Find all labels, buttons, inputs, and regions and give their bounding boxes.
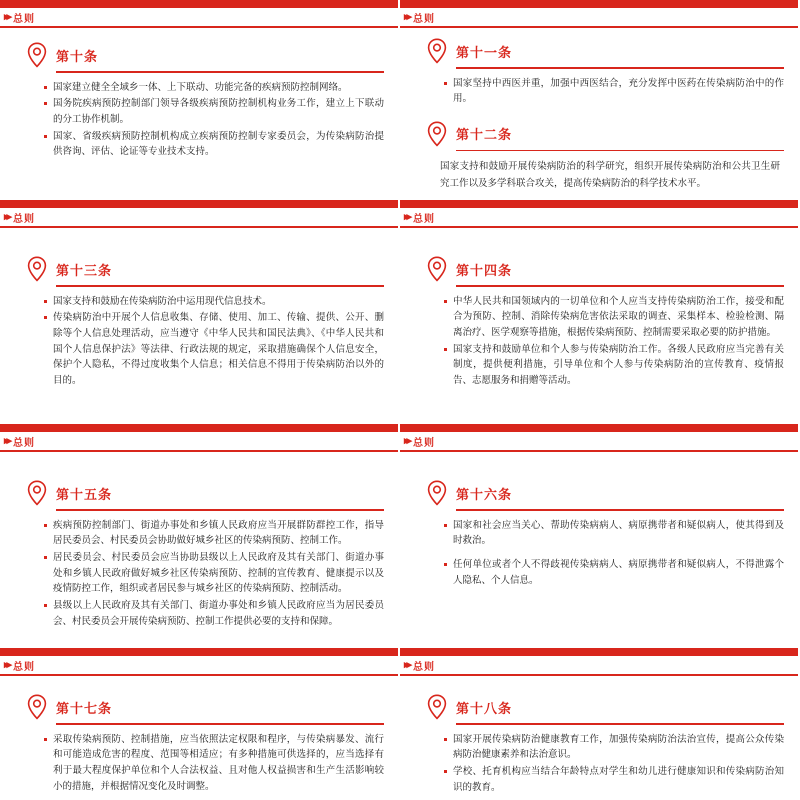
article-title: 第十八条 <box>456 700 513 716</box>
list-item: 居民委员会、村民委员会应当协助县级以上人民政府及其有关部门、街道办事处和乡镇人民政府做好城乡社区传染病预防、控制的宣传教育、健康提示以及疫情防控工作，组织或者居民参与城乡社区的传染病预防、控制活动。 <box>44 550 384 597</box>
article-paragraph: 国家支持和鼓励开展传染病防治的科学研究，组织开展传染病防治和公共卫生研究工作以及多学科联合攻关，提高传染病防治的科学技术水平。 <box>440 161 780 189</box>
article-item-list <box>414 518 784 589</box>
slide-3 <box>0 200 400 424</box>
slide-body <box>0 456 398 646</box>
slide-top-bar <box>0 0 398 8</box>
slide-8 <box>400 648 800 800</box>
article-item-list <box>414 732 784 796</box>
slide-top-bar <box>0 424 398 432</box>
header-divider <box>0 450 398 452</box>
location-pin-icon <box>426 38 448 64</box>
list-item: 县级以上人民政府及其有关部门、街道办事处和乡镇人民政府应当为居民委员会、村民委员会开展传染病预防、控制工作提供必要的支持和保障。 <box>44 598 384 629</box>
location-pin-icon <box>26 480 48 506</box>
article <box>14 42 384 160</box>
article-header <box>426 694 784 720</box>
article-header <box>26 256 384 282</box>
slide-5 <box>0 424 400 648</box>
location-pin-icon <box>26 42 48 68</box>
article <box>414 694 784 795</box>
header-label: 总则 <box>413 214 436 225</box>
article-title: 第十五条 <box>56 486 113 502</box>
article <box>414 121 784 193</box>
slide-header <box>0 210 35 225</box>
article-divider <box>56 509 384 511</box>
slide-body <box>0 680 398 798</box>
article-divider <box>56 723 384 725</box>
article <box>414 480 784 588</box>
header-label: 总则 <box>13 662 36 673</box>
list-item: 传染病防治中开展个人信息收集、存储、使用、加工、传输、提供、公开、删除等个人信息处理活动，应当遵守《中华人民共和国民法典》、《中华人民共和国个人信息保护法》等法律、行政法规的规定，采取措施确保个人信息安全，保护个人隐私，不得过度收集个人信息；相关信息不得用于传染病防治以外的目的。 <box>44 310 384 388</box>
slide-top-bar <box>0 200 398 208</box>
slide-1 <box>0 0 400 200</box>
article-item-list <box>14 294 384 389</box>
slide-body <box>400 680 798 798</box>
double-chevron-right-icon: ▸▸ <box>4 435 10 447</box>
location-pin-icon <box>426 480 448 506</box>
double-chevron-right-icon: ▸▸ <box>4 659 10 671</box>
list-item: 国家建立健全全域乡一体、上下联动、功能完备的疾病预防控制网络。 <box>44 80 384 96</box>
list-item: 国家和社会应当关心、帮助传染病病人、病原携带者和疑似病人，使其得到及时救治。 <box>444 518 784 549</box>
list-item: 中华人民共和国领域内的一切单位和个人应当支持传染病防治工作，接受和配合为预防、控制、消除传染病危害依法采取的调查、采集样本、检验检测、隔离治疗、医学观察等措施，根据传染病预防、控制需要采取必要的防护措施。 <box>444 294 784 341</box>
slide-body <box>400 456 798 646</box>
article-title: 第十三条 <box>56 262 113 278</box>
double-chevron-right-icon: ▸▸ <box>404 211 410 223</box>
header-divider <box>0 674 398 676</box>
slide-top-bar <box>400 200 798 208</box>
article-header <box>426 480 784 506</box>
list-item: 国家支持和鼓励单位和个人参与传染病防治工作。各级人民政府应当完善有关制度，提供便利措施，引导单位和个人参与传染病防治的宣传教育、疫情报告、志愿服务和捐赠等活动。 <box>444 342 784 389</box>
article <box>414 38 784 107</box>
slide-header <box>0 434 35 449</box>
slide-top-bar <box>0 648 398 656</box>
slide-body <box>400 32 798 198</box>
slide-2 <box>400 0 800 200</box>
article-header <box>26 480 384 506</box>
double-chevron-right-icon: ▸▸ <box>404 659 410 671</box>
slide-4 <box>400 200 800 424</box>
slide-body <box>400 232 798 422</box>
article-header <box>26 694 384 720</box>
list-item: 国家开展传染病防治健康教育工作，加强传染病防治法治宣传，提高公众传染病防治健康素养和法治意识。 <box>444 732 784 763</box>
slide-header <box>0 10 35 25</box>
header-label: 总则 <box>413 14 436 25</box>
article-item-list <box>414 294 784 389</box>
slide-body <box>0 32 398 198</box>
article-item-list <box>14 518 384 630</box>
slide-top-bar <box>400 424 798 432</box>
article-title: 第十四条 <box>456 262 513 278</box>
double-chevron-right-icon: ▸▸ <box>4 211 10 223</box>
location-pin-icon <box>426 694 448 720</box>
header-divider <box>0 226 398 228</box>
header-divider <box>400 226 798 228</box>
list-item: 采取传染病预防、控制措施，应当依照法定权限和程序，与传染病暴发、流行和可能造成危害的程度、范围等相适应；有多种措施可供选择的，应当选择有利于最大程度保护单位和个人合法权益、且对他人权益损害和生产生活影响较小的措施，并根据情况变化及时调整。 <box>44 732 384 795</box>
article <box>414 256 784 389</box>
article-title: 第十七条 <box>56 700 113 716</box>
slide-6 <box>400 424 800 648</box>
article-title: 第十一条 <box>456 44 513 60</box>
article-header <box>26 42 384 68</box>
location-pin-icon <box>426 121 448 147</box>
slide-header <box>400 210 435 225</box>
slide-header <box>400 10 435 25</box>
article-item-list <box>14 732 384 795</box>
double-chevron-right-icon: ▸▸ <box>404 11 410 23</box>
slide-top-bar <box>400 0 798 8</box>
double-chevron-right-icon: ▸▸ <box>404 435 410 447</box>
article-header <box>426 121 784 147</box>
article-header <box>426 256 784 282</box>
slide-header <box>0 658 35 673</box>
slide-body <box>0 232 398 422</box>
article-divider <box>56 285 384 287</box>
location-pin-icon <box>26 256 48 282</box>
article-divider <box>456 67 784 69</box>
article-title: 第十六条 <box>456 486 513 502</box>
article <box>14 256 384 389</box>
header-label: 总则 <box>13 14 36 25</box>
slide-7 <box>0 648 400 800</box>
article-divider <box>456 723 784 725</box>
header-divider <box>400 26 798 28</box>
article <box>14 480 384 629</box>
header-divider <box>0 26 398 28</box>
list-item: 国家支持和鼓励在传染病防治中运用现代信息技术。 <box>44 294 384 310</box>
list-item: 国家、省级疾病预防控制机构成立疾病预防控制专家委员会，为传染病防治提供咨询、评估、论证等专业技术支持。 <box>44 129 384 160</box>
article-item-list <box>414 76 784 107</box>
article-title: 第十条 <box>56 48 99 64</box>
list-item: 国务院疾病预防控制部门领导各级疾病预防控制机构业务工作，建立上下联动的分工协作机制。 <box>44 96 384 127</box>
list-item: 疾病预防控制部门、街道办事处和乡镇人民政府应当开展群防群控工作，指导居民委员会、村民委员会协助做好城乡社区的传染病预防、控制工作。 <box>44 518 384 549</box>
header-label: 总则 <box>413 662 436 673</box>
article-header <box>426 38 784 64</box>
article-divider <box>56 71 384 73</box>
double-chevron-right-icon: ▸▸ <box>4 11 10 23</box>
slide-header <box>400 434 435 449</box>
header-label: 总则 <box>13 438 36 449</box>
article <box>14 694 384 794</box>
slide-header <box>400 658 435 673</box>
list-item: 学校、托育机构应当结合年龄特点对学生和幼儿进行健康知识和传染病防治知识的教育。 <box>444 764 784 795</box>
article-item-list <box>14 80 384 160</box>
location-pin-icon <box>26 694 48 720</box>
header-divider <box>400 450 798 452</box>
article-divider <box>456 509 784 511</box>
article-divider <box>456 285 784 287</box>
slide-top-bar <box>400 648 798 656</box>
article-divider <box>456 150 784 152</box>
location-pin-icon <box>426 256 448 282</box>
list-item: 任何单位或者个人不得歧视传染病病人、病原携带者和疑似病人，不得泄露个人隐私、个人信息。 <box>444 557 784 588</box>
header-label: 总则 <box>413 438 436 449</box>
header-divider <box>400 674 798 676</box>
header-label: 总则 <box>13 214 36 225</box>
list-item: 国家坚持中西医并重，加强中西医结合，充分发挥中医药在传染病防治中的作用。 <box>444 76 784 107</box>
article-title: 第十二条 <box>456 127 513 143</box>
